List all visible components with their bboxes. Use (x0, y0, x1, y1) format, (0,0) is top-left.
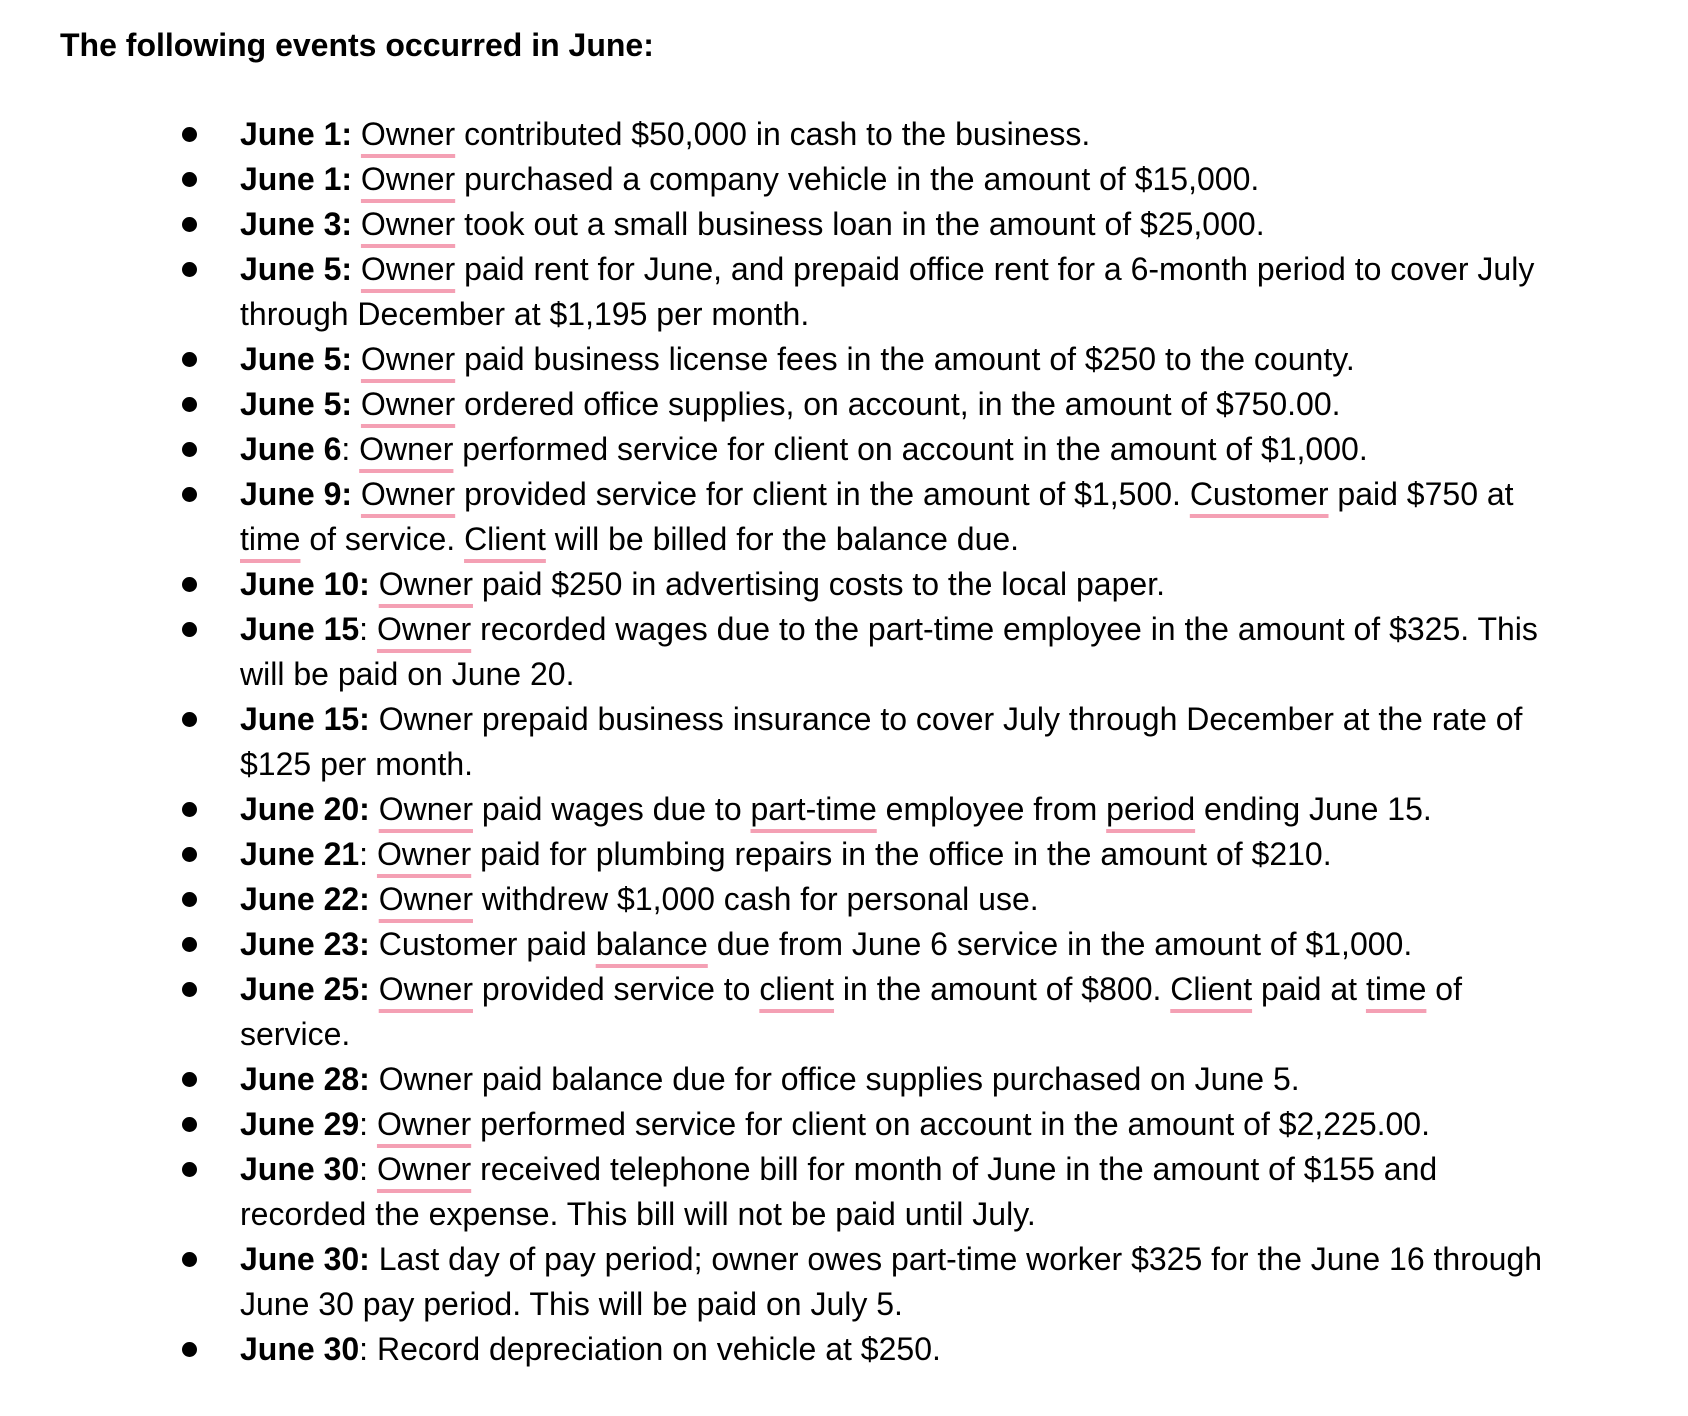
event-text (240, 877, 1628, 922)
event-date-colon: : (359, 1061, 370, 1097)
spellcheck-underlined-word: time (240, 521, 301, 557)
event-text (240, 607, 1628, 697)
event-text-segment (352, 206, 361, 242)
event-date: June 5 (240, 386, 342, 422)
event-date-colon: : (341, 161, 353, 197)
event-line (240, 382, 1628, 427)
event-line (240, 742, 1628, 787)
event-text (240, 472, 1628, 562)
event-text-segment (352, 341, 361, 377)
event-date: June 15 (240, 701, 360, 737)
event-text (240, 697, 1628, 787)
event-date: June 10 (240, 566, 360, 602)
event-item (0, 112, 1688, 157)
event-date-colon: : (341, 386, 353, 422)
spellcheck-underlined-word: Owner (376, 1106, 472, 1142)
bullet-icon (182, 847, 197, 862)
event-item (0, 967, 1688, 1057)
event-item (0, 787, 1688, 832)
event-text-segment (352, 386, 361, 422)
bullet-icon (182, 1342, 197, 1357)
event-item (0, 922, 1688, 967)
event-text-segment: due from June 6 service in the amount of $1,000. (707, 926, 1413, 962)
event-item (0, 832, 1688, 877)
event-line (240, 697, 1628, 742)
event-date: June 22 (240, 881, 360, 917)
page-heading: The following events occurred in June: (60, 27, 654, 63)
event-text-segment: provided service for client in the amount of $1,500. (455, 476, 1190, 512)
event-text-segment (370, 971, 379, 1007)
events-list (0, 112, 1688, 1372)
bullet-icon (182, 892, 197, 907)
event-text-segment: : (359, 836, 377, 872)
spellcheck-underlined-word: balance (595, 926, 708, 962)
spellcheck-underlined-word: client (759, 971, 835, 1007)
event-line (240, 562, 1628, 607)
event-line (240, 832, 1628, 877)
event-date-colon: : (341, 476, 353, 512)
event-text-segment (370, 881, 379, 917)
spellcheck-underlined-word: part-time (750, 791, 877, 827)
event-text-segment: withdrew $1,000 cash for personal use. (472, 881, 1039, 917)
event-text (240, 427, 1628, 472)
event-text-segment: of service. (300, 521, 465, 557)
event-date-colon: : (341, 251, 353, 287)
event-text (240, 1057, 1628, 1102)
event-date: June 5 (240, 341, 342, 377)
event-text (240, 112, 1628, 157)
event-line (240, 652, 1628, 697)
event-line (240, 1147, 1628, 1192)
event-text-segment: : (359, 1106, 377, 1142)
event-line (240, 1057, 1628, 1102)
event-date: June 1 (240, 116, 342, 152)
event-text-segment: $125 per month. (240, 746, 474, 782)
event-text-segment: provided service to (472, 971, 760, 1007)
event-line (240, 337, 1628, 382)
spellcheck-underlined-word: Owner (378, 971, 473, 1007)
event-text (240, 247, 1628, 337)
event-date: June 21 (240, 836, 360, 872)
event-text-segment: of (1426, 971, 1462, 1007)
bullet-icon (182, 352, 197, 367)
bullet-icon (182, 802, 197, 817)
event-text (240, 1147, 1628, 1237)
spellcheck-underlined-word: Owner (360, 116, 456, 152)
event-item (0, 472, 1688, 562)
event-text-segment: : (359, 611, 377, 647)
event-text-segment: employee from (876, 791, 1107, 827)
event-date: June 20 (240, 791, 360, 827)
event-item (0, 1237, 1688, 1327)
event-text-segment: will be paid on June 20. (240, 656, 575, 692)
event-text-segment: : (359, 1151, 377, 1187)
event-line (240, 1012, 1628, 1057)
event-item (0, 1147, 1688, 1237)
event-text-segment: paid $750 at (1328, 476, 1514, 512)
event-text-segment (370, 791, 379, 827)
event-line (240, 967, 1628, 1012)
spellcheck-underlined-word: Client (464, 521, 546, 557)
bullet-icon (182, 127, 197, 142)
event-text (240, 157, 1628, 202)
event-line (240, 877, 1628, 922)
event-text-segment: service. (240, 1016, 351, 1052)
event-date: June 15 (240, 611, 360, 647)
event-text (240, 1327, 1628, 1372)
event-text-segment: through December at $1,195 per month. (240, 296, 810, 332)
event-date-colon: : (359, 1241, 370, 1277)
event-item (0, 247, 1688, 337)
event-text-segment: paid rent for June, and prepaid office rent for a 6-month period to cover July (455, 251, 1535, 287)
bullet-icon (182, 487, 197, 502)
event-text-segment (352, 161, 361, 197)
event-text-segment: recorded wages due to the part-time employee in the amount of $325. This (471, 611, 1538, 647)
event-date: June 3 (240, 206, 342, 242)
event-line (240, 1102, 1628, 1147)
event-date: June 30 (240, 1331, 360, 1367)
event-line (240, 202, 1628, 247)
event-item (0, 427, 1688, 472)
event-text-segment (352, 116, 361, 152)
event-text (240, 1237, 1628, 1327)
spellcheck-underlined-word: Owner (360, 206, 456, 242)
bullet-icon (182, 622, 197, 637)
event-text-segment: Last day of pay period; owner owes part-time worker $325 for the June 16 through (369, 1241, 1543, 1277)
event-date: June 30 (240, 1151, 360, 1187)
event-text (240, 967, 1628, 1057)
event-text-segment: contributed $50,000 in cash to the business. (455, 116, 1091, 152)
event-text (240, 562, 1628, 607)
event-item (0, 1102, 1688, 1147)
bullet-icon (182, 712, 197, 727)
event-line (240, 1327, 1628, 1372)
event-date-colon: : (359, 791, 370, 827)
event-date-colon: : (359, 566, 370, 602)
bullet-icon (182, 172, 197, 187)
event-line (240, 247, 1628, 292)
event-date-colon: : (341, 116, 353, 152)
event-date: June 30 (240, 1241, 360, 1277)
spellcheck-underlined-word: Owner (378, 791, 473, 827)
spellcheck-underlined-word: Customer (1189, 476, 1329, 512)
event-line (240, 1282, 1628, 1327)
event-date: June 23 (240, 926, 360, 962)
event-item (0, 337, 1688, 382)
spellcheck-underlined-word: Owner (376, 1151, 472, 1187)
event-text-segment: paid $250 in advertising costs to the local paper. (472, 566, 1165, 602)
bullet-icon (182, 1117, 197, 1132)
event-text-segment: paid wages due to (472, 791, 751, 827)
event-text-segment: : (341, 431, 360, 467)
bullet-icon (182, 937, 197, 952)
event-date: June 9 (240, 476, 342, 512)
event-text-segment: : Record depreciation on vehicle at $250. (359, 1331, 941, 1367)
event-text (240, 202, 1628, 247)
spellcheck-underlined-word: period (1106, 791, 1196, 827)
event-text-segment: June 30 pay period. This will be paid on July 5. (240, 1286, 903, 1322)
event-text-segment: performed service for client on account in the amount of $1,000. (453, 431, 1368, 467)
event-text (240, 382, 1628, 427)
event-text-segment: Owner paid balance due for office supplies purchased on June 5. (369, 1061, 1300, 1097)
event-text-segment (370, 566, 379, 602)
spellcheck-underlined-word: Owner (359, 431, 454, 467)
event-item (0, 697, 1688, 787)
bullet-icon (182, 577, 197, 592)
event-item (0, 877, 1688, 922)
event-line (240, 1192, 1628, 1237)
event-date: June 6 (240, 431, 342, 467)
spellcheck-underlined-word: Owner (378, 881, 473, 917)
event-line (240, 472, 1628, 517)
spellcheck-underlined-word: Owner (376, 836, 472, 872)
event-text-segment: received telephone bill for month of June in the amount of $155 and (471, 1151, 1438, 1187)
event-line (240, 112, 1628, 157)
event-line (240, 1237, 1628, 1282)
event-item (0, 202, 1688, 247)
bullet-icon (182, 1072, 197, 1087)
event-date: June 25 (240, 971, 360, 1007)
event-line (240, 922, 1628, 967)
event-text-segment: in the amount of $800. (834, 971, 1171, 1007)
spellcheck-underlined-word: time (1365, 971, 1427, 1007)
event-item (0, 157, 1688, 202)
event-text-segment: Owner prepaid business insurance to cover July through December at the rate of (369, 701, 1523, 737)
event-text-segment: Customer paid (369, 926, 596, 962)
event-line (240, 427, 1628, 472)
spellcheck-underlined-word: Owner (360, 386, 456, 422)
bullet-icon (182, 982, 197, 997)
event-date: June 29 (240, 1106, 360, 1142)
spellcheck-underlined-word: Owner (360, 161, 456, 197)
bullet-icon (182, 1162, 197, 1177)
spellcheck-underlined-word: Owner (376, 611, 472, 647)
event-line (240, 292, 1628, 337)
event-line (240, 607, 1628, 652)
event-date-colon: : (359, 971, 370, 1007)
event-text-segment (352, 251, 361, 287)
event-date-colon: : (359, 926, 370, 962)
event-text (240, 1102, 1628, 1147)
event-item (0, 562, 1688, 607)
event-date: June 1 (240, 161, 342, 197)
bullet-icon (182, 397, 197, 412)
event-text-segment: ordered office supplies, on account, in the amount of $750.00. (455, 386, 1341, 422)
event-line (240, 157, 1628, 202)
event-item (0, 1327, 1688, 1372)
bullet-icon (182, 442, 197, 457)
bullet-icon (182, 217, 197, 232)
bullet-icon (182, 262, 197, 277)
event-text-segment: paid for plumbing repairs in the office in the amount of $210. (471, 836, 1332, 872)
event-date-colon: : (341, 341, 353, 377)
spellcheck-underlined-word: Owner (378, 566, 473, 602)
event-text-segment: recorded the expense. This bill will not be paid until July. (240, 1196, 1036, 1232)
event-text-segment: performed service for client on account in the amount of $2,225.00. (471, 1106, 1430, 1142)
event-date: June 28 (240, 1061, 360, 1097)
bullet-icon (182, 1252, 197, 1267)
event-text (240, 787, 1628, 832)
event-line (240, 517, 1628, 562)
event-date-colon: : (341, 206, 353, 242)
spellcheck-underlined-word: Owner (360, 251, 456, 287)
event-text-segment: paid business license fees in the amount of $250 to the county. (455, 341, 1355, 377)
event-date: June 5 (240, 251, 342, 287)
event-line (240, 787, 1628, 832)
event-text-segment: paid at (1252, 971, 1366, 1007)
event-date-colon: : (359, 881, 370, 917)
event-text (240, 337, 1628, 382)
event-text-segment: will be billed for the balance due. (545, 521, 1020, 557)
event-text-segment: ending June 15. (1195, 791, 1432, 827)
event-item (0, 382, 1688, 427)
spellcheck-underlined-word: Owner (360, 476, 456, 512)
event-item (0, 607, 1688, 697)
event-date-colon: : (359, 701, 370, 737)
event-text-segment: purchased a company vehicle in the amount of $15,000. (455, 161, 1260, 197)
event-text (240, 922, 1628, 967)
event-text-segment: took out a small business loan in the amount of $25,000. (455, 206, 1265, 242)
event-text (240, 832, 1628, 877)
event-text-segment (352, 476, 361, 512)
spellcheck-underlined-word: Owner (360, 341, 456, 377)
event-item (0, 1057, 1688, 1102)
spellcheck-underlined-word: Client (1170, 971, 1253, 1007)
